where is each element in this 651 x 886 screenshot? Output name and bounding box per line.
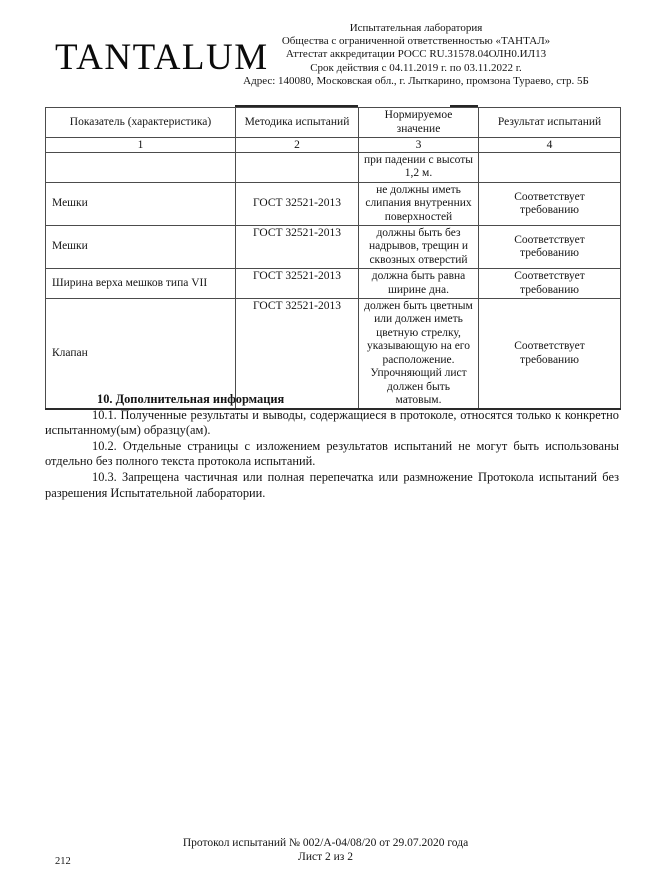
column-number: 2 <box>236 138 359 153</box>
table-column-numbers-row <box>46 138 621 153</box>
cell-method: ГОСТ 32521-2013 <box>236 226 359 269</box>
cell-indicator: Мешки <box>46 182 236 225</box>
cell-result: Соответствует требованию <box>479 226 621 269</box>
page-number-line: Лист 2 из 2 <box>298 851 353 863</box>
table-row <box>46 182 621 225</box>
table-header-indicator: Показатель (характеристика) <box>46 108 236 138</box>
additional-info-paragraph: 10.1. Полученные результаты и выводы, содержащиеся в протоколе, относятся только к конкретно испытанному(ым) образцу(ам). <box>45 407 619 438</box>
corner-page-number: 212 <box>55 856 71 864</box>
company-logo: TANTALUM <box>55 37 269 78</box>
cell-indicator: Клапан <box>46 299 236 410</box>
cell-result: Соответствует требованию <box>479 182 621 225</box>
cell-method: ГОСТ 32521-2013 <box>236 182 359 225</box>
lab-info-line: Срок действия с 04.11.2019 г. по 03.11.2022 г. <box>310 61 522 74</box>
table-header-result: Результат испытаний <box>479 108 621 138</box>
column-number: 3 <box>359 138 479 153</box>
cell-normative: при падении с высоты 1,2 м. <box>359 153 479 183</box>
cell-method <box>236 153 359 183</box>
lab-info-block <box>225 22 607 88</box>
additional-info-heading: 10. Дополнительная информация <box>97 392 285 406</box>
cell-indicator: Ширина верха мешков типа VII <box>46 269 236 299</box>
cell-indicator: Мешки <box>46 226 236 269</box>
cell-normative: должна быть равна ширине дна. <box>359 269 479 299</box>
table-row <box>46 153 621 183</box>
additional-info-paragraph: 10.3. Запрещена частичная или полная перепечатка или размножение Протокола испытаний без разрешения Испытательной лаборатории. <box>45 469 619 500</box>
cell-method: ГОСТ 32521-2013 <box>236 269 359 299</box>
cell-normative: должен быть цветным или должен иметь цветную стрелку, указывающую на его расположение. Упрочняющий лист должен быть матовым. <box>359 299 479 410</box>
cell-result: Соответствует требованию <box>479 269 621 299</box>
cell-method: ГОСТ 32521-2013 <box>236 299 359 410</box>
additional-info-paragraph: 10.2. Отдельные страницы с изложением результатов испытаний не могут быть использованы отдельно без полного текста протокола испытаний. <box>45 438 619 469</box>
lab-info-line: Испытательная лаборатория <box>349 22 483 34</box>
cell-indicator <box>46 153 236 183</box>
test-results-table <box>45 107 621 410</box>
table-header-normative: Нормируемое значение <box>359 108 479 138</box>
column-number: 1 <box>46 138 236 153</box>
document-footer <box>0 836 651 864</box>
additional-info-section <box>45 392 619 501</box>
lab-info-line: Общества с ограниченной ответственностью «ТАНТАЛ» <box>281 35 551 48</box>
document-header <box>45 22 619 92</box>
cell-normative: должны быть без надрывов, трещин и сквозных отверстий <box>359 226 479 269</box>
table-header-row <box>46 108 621 138</box>
column-number: 4 <box>479 138 621 153</box>
table-header-method: Методика испытаний <box>236 108 359 138</box>
lab-info-line: Адрес: 140080, Московская обл., г. Лыткарино, промзона Тураево, стр. 5Б <box>243 74 589 87</box>
lab-info-line: Аттестат аккредитации РОСС RU.31578.04ОЛН0.ИЛ13 <box>285 48 547 61</box>
table-row <box>46 269 621 299</box>
table-row <box>46 226 621 269</box>
protocol-number-line: Протокол испытаний № 002/А-04/08/20 от 29.07.2020 года <box>182 837 469 849</box>
cell-result <box>479 153 621 183</box>
cell-normative: не должны иметь слипания внутренних поверхностей <box>359 182 479 225</box>
cell-result: Соответствует требованию <box>479 299 621 410</box>
